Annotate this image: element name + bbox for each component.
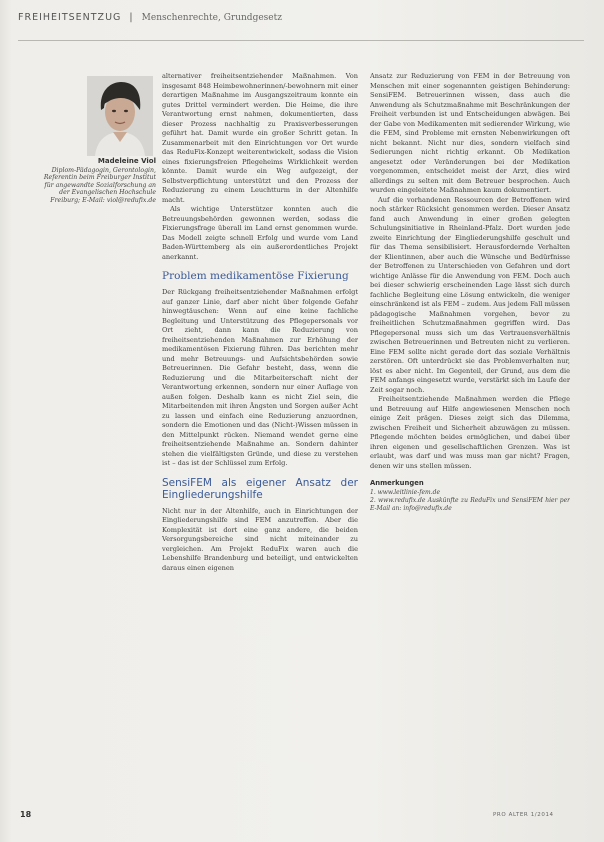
text-column-2	[370, 72, 570, 712]
section-heading: SensiFEM als eigener Ansatz der Eingliederungshilfe	[162, 476, 358, 501]
author-bio: Diplom-Pädagogin, Gerontologin, Referentin beim Freiburger Institut für angewandte Sozialforschung an der Evangelischen Hochschule Freiburg; E-Mail: viol@redufix.de	[43, 166, 156, 204]
footnote: 1. www.leitlinie-fem.de	[370, 488, 440, 496]
author-photo	[87, 76, 153, 156]
running-head: FREIHEITSENTZUG | Menschenrechte, Grundgesetz	[18, 12, 282, 23]
paragraph: Ansatz zur Reduzierung von FEM in der Betreuung von Menschen mit einer sogenannten geistigen Behinderung: SensiFEM. Betreuerinnen wissen, dass auch die Anwendung als Schutzmaßnahme mit Beschränkungen der Freiheit verbunden ist und Entscheidungen abwägen. Bei der Gabe von Medikamenten mit sedierender Wirkung, wie die FEM, sind Probleme mit ernsten Nebenwirkungen oft nicht bekannt. Nicht nur dies, sondern vielfach sind Sedierungen nicht richtig erkannt. Ob Medikation angesetzt oder Veränderungen bei der Medikation vorgenommen, entscheidet meist der Arzt, dies wird allerdings zu selten mit dem Betreuer besprochen. Auch wurden eingeleitete Maßnahmen kaum dokumentiert.	[370, 72, 570, 194]
issue-label: PRO ALTER 1/2014	[493, 812, 554, 818]
running-head-subsection: Menschenrechte, Grundgesetz	[141, 13, 282, 23]
header-rule	[18, 40, 584, 41]
notes-heading: Anmerkungen	[370, 479, 424, 487]
author-name: Madeleine Viol	[97, 157, 156, 165]
page-number: 18	[20, 810, 32, 819]
author-box	[40, 158, 156, 205]
footnote: 2. www.redufix.de Auskünfte zu ReduFix und SensiFEM hier per E-Mail an: info@redufix.de	[370, 496, 570, 512]
paragraph: Der Rückgang freiheitsentziehender Maßnahmen erfolgt auf ganzer Linie, darf aber nicht über folgende Gefahr hinwegtäuschen: Wenn auf eine keine fachliche Begleitung und Unterstützung des Pflegepersonals vor Ort zieht, dann kann die Reduzierung von freiheitsentziehenden Maßnahmen zur Erhöhung der medikamentösen Fixierung führen. Das berichten mehr und mehr Betreuungs- und Aufsichtsbehörden sowie Betreuerinnen. Die Gefahr besteht, dass, wenn die Reduzierung und die Mitarbeiterschaft nicht der Verantwortung erkennen, sondern nur einer Auflage von außen folgen. Deshalb kann es nicht Ziel sein, die Mitarbeitenden mit ihren Ängsten und Sorgen außer Acht zu lassen und einfach eine Reduzierung anzuordnen, sondern die Emotionen und das (Nicht-)Wissen müssen in den Mittelpunkt rücken. Niemand wendet gerne eine freiheitsentziehende Maßnahme an. Sondern dahinter stehen die vielfältigsten Gründe, und diese zu verstehen ist – das ist der Schlüssel zum Erfolg.	[162, 288, 358, 467]
paragraph: alternativer freiheitsentziehender Maßnahmen. Von insgesamt 848 Heimbewohnerinnen/-bewohnern mit einer derartigen Maßnahme im Ausgangszeitraum konnte ein gutes Drittel vermindert werden. Die Heime, die ihre Verantwortung ernst nahmen, dokumentierten, dass dieser Prozess nachhaltig zu Praxisverbesserungen geführt hat. Damit wurde ein großer Schritt getan. In Zusammenarbeit mit den Einrichtungen vor Ort wurde das ReduFix-Konzept weiterentwickelt, sodass die Vision eines fixierungsfreien Pflegeheims Wirklichkeit werden könnte. Damit wurde ein Weg aufgezeigt, der Selbstverpflichtung unterstützt und den Prozess der Reduzierung zu einem Leuchtturm in der Altenhilfe macht.	[162, 72, 358, 204]
section-heading: Problem medikamentöse Fixierung	[162, 270, 349, 282]
paragraph: Nicht nur in der Altenhilfe, auch in Einrichtungen der Eingliederungshilfe sind FEM anzutreffen. Aber die Komplexität ist dort eine ganz andere, die beiden Versorgungsbereiche sind nicht miteinander zu vergleichen. Am Projekt ReduFix waren auch die Lebenshilfe Brandenburg und beteiligt, und entwickelten daraus einen eigenen	[162, 506, 358, 572]
paragraph: Als wichtige Unterstützer konnten auch die Betreuungsbehörden gewonnen werden, sodass die Fixierungsfrage überall im Land ernst genommen wurde. Das Modell zeigte schnell Erfolg und wurde vom Land Baden-Württemberg als ein außerordentliches Projekt anerkannt.	[162, 205, 358, 261]
paragraph: Freiheitsentziehende Maßnahmen werden die Pflege und Betreuung auf Hilfe angewiesenen Menschen noch einige Zeit prägen. Dieses zeigt sich das Dilemma, zwischen Freiheit und Sicherheit abzuwägen zu müssen. Pflegende möchten beides ermöglichen, und dabei über ihren eigenen und gesellschaftlichen Grenzen. Was ist erlaubt, was darf und was muss man gar nicht? Fragen, denen wir uns stellen müssen.	[370, 395, 570, 470]
running-head-section: FREIHEITSENTZUG	[18, 12, 122, 23]
paragraph: Auf die vorhandenen Ressourcen der Betroffenen wird noch stärker Rücksicht genommen werden. Dieser Ansatz fand auch Anwendung in einer großen gelegten Schulungsinitiative in Rheinland-Pfalz. Dort wurden jede zweite Einrichtung der Eingliederungshilfe geschult und für das Thema sensibilisiert. Herausfordernde Verhalten der Klientinnen, aber auch die Wünsche und Bedürfnisse der Betroffenen zu Unterschieden von Gefahren und dort wichtige Anlässe für die Anwendung von FEM. Doch auch bei dieser schwierig erscheinenden Lage lässt sich durch fachliche Begleitung eine Lösung entwickeln, die weniger einschränkend ist als FEM – zudem. Aus jedem Fall müssen pädagogische Maßnahmen vorgehen, bevor zu freiheitlichen Schutzmaßnahmen gegriffen wird. Das Pflegepersonal muss sich um das Vertrauensverhältnis zwischen Betreuerinnen und Betreuten nicht zu verlieren. Eine FEM sollte nicht gerade dort das soziale Verhältnis zerstören. Oft unterdrückt sie das Problemverhalten nur, löst es aber nicht. Im Gegenteil, der Grund, aus dem die FEM anfangs eingesetzt wurde, verstärkt sich im Laufe der Zeit sogar noch.	[370, 195, 570, 394]
text-column-1	[162, 72, 358, 712]
author-portrait-image	[87, 76, 153, 156]
